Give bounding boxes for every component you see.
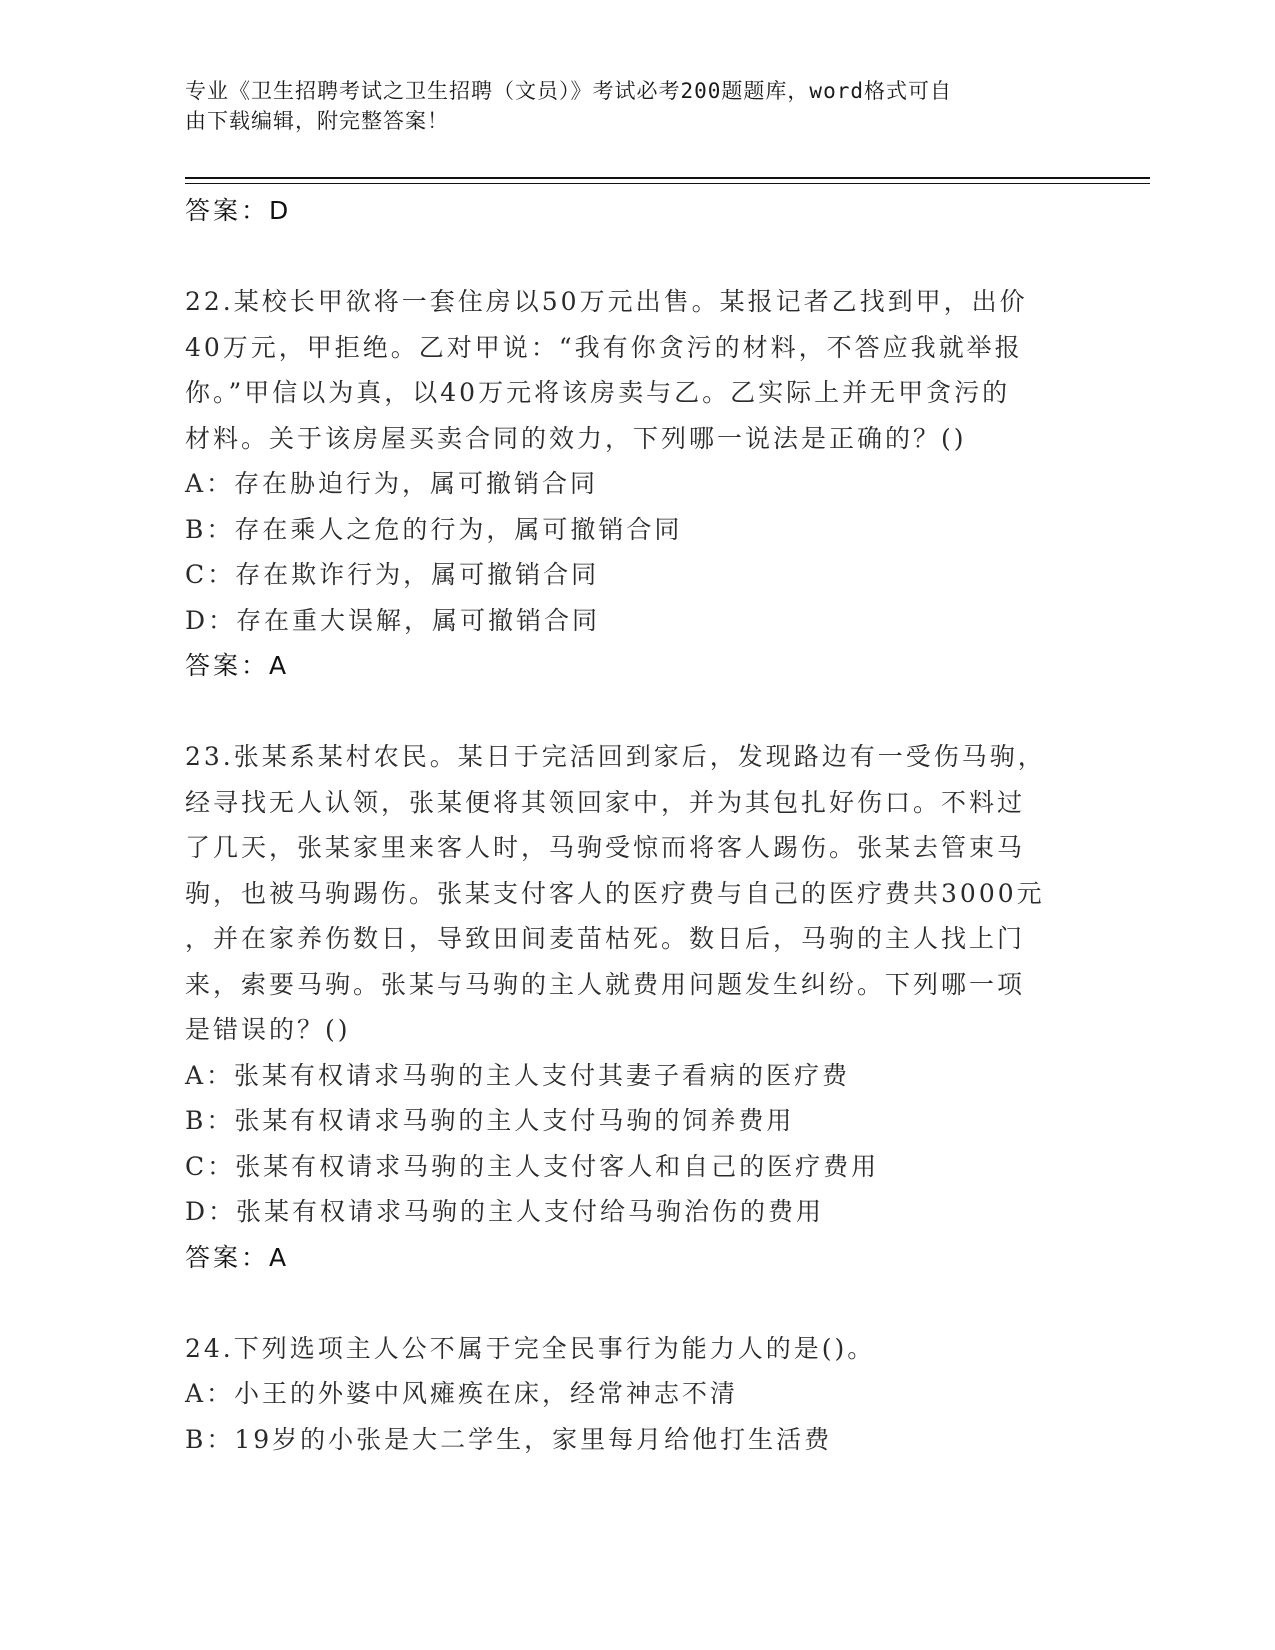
header-rule-thick: [185, 177, 1150, 179]
question-23: [185, 734, 1085, 1280]
header-rule-thin: [185, 183, 1150, 184]
question-text-line: 驹，也被马驹踢伤。张某支付客人的医疗费与自己的医疗费共3000元: [185, 878, 1045, 908]
document-content: [185, 188, 1085, 1462]
answer: 答案：A: [185, 1242, 290, 1272]
question-text-line: 材料。关于该房屋买卖合同的效力，下列哪一说法是正确的？(): [185, 423, 967, 453]
option-b: B：19岁的小张是大二学生，家里每月给他打生活费: [185, 1424, 833, 1454]
answer: 答案：A: [185, 651, 290, 680]
document-header: [185, 76, 1085, 136]
question-22: [185, 279, 1085, 689]
header-line-2: 由下载编辑，附完整答案！: [185, 109, 449, 133]
question-text-line: 来，索要马驹。张某与马驹的主人就费用问题发生纠纷。下列哪一项: [185, 969, 1026, 999]
previous-answer: 答案：D: [185, 196, 292, 225]
header-line-1: 专业《卫生招聘考试之卫生招聘（文员）》考试必考200题题库，word格式可自: [185, 79, 952, 103]
question-text-line: 了几天，张某家里来客人时，马驹受惊而将客人踢伤。张某去管束马: [185, 833, 1026, 862]
option-a: A：小王的外婆中风瘫痪在床，经常神志不清: [185, 1379, 739, 1408]
question-text-line: 是错误的？(): [185, 1015, 351, 1044]
question-text-line: ，并在家养伤数日，导致田间麦苗枯死。数日后，马驹的主人找上门: [185, 924, 1026, 953]
option-a: A：张某有权请求马驹的主人支付其妻子看病的医疗费: [185, 1060, 851, 1090]
question-text-line: 24.下列选项主人公不属于完全民事行为能力人的是()。: [185, 1333, 876, 1363]
option-d: D：张某有权请求马驹的主人支付给马驹治伤的费用: [185, 1197, 825, 1226]
option-c: C：张某有权请求马驹的主人支付客人和自己的医疗费用: [185, 1151, 880, 1181]
question-text-line: 23.张某系某村农民。某日于完活回到家后，发现路边有一受伤马驹，: [185, 742, 1046, 771]
question-text-line: 你。”甲信以为真，以40万元将该房卖与乙。乙实际上并无甲贪污的: [185, 378, 1011, 407]
question-text-line: 40万元，甲拒绝。乙对甲说：“我有你贪污的材料，不答应我就举报: [185, 332, 1023, 362]
question-text-line: 经寻找无人认领，张某便将其领回家中，并为其包扎好伤口。不料过: [185, 787, 1026, 817]
option-b: B：存在乘人之危的行为，属可撤销合同: [185, 514, 683, 544]
option-c: C：存在欺诈行为，属可撤销合同: [185, 560, 600, 589]
question-text-line: 22.某校长甲欲将一套住房以50万元出售。某报记者乙找到甲，出价: [185, 287, 1028, 316]
question-24: [185, 1326, 1085, 1463]
option-d: D：存在重大误解，属可撤销合同: [185, 605, 601, 635]
option-a: A：存在胁迫行为，属可撤销合同: [185, 469, 599, 498]
option-b: B：张某有权请求马驹的主人支付马驹的饲养费用: [185, 1106, 795, 1135]
